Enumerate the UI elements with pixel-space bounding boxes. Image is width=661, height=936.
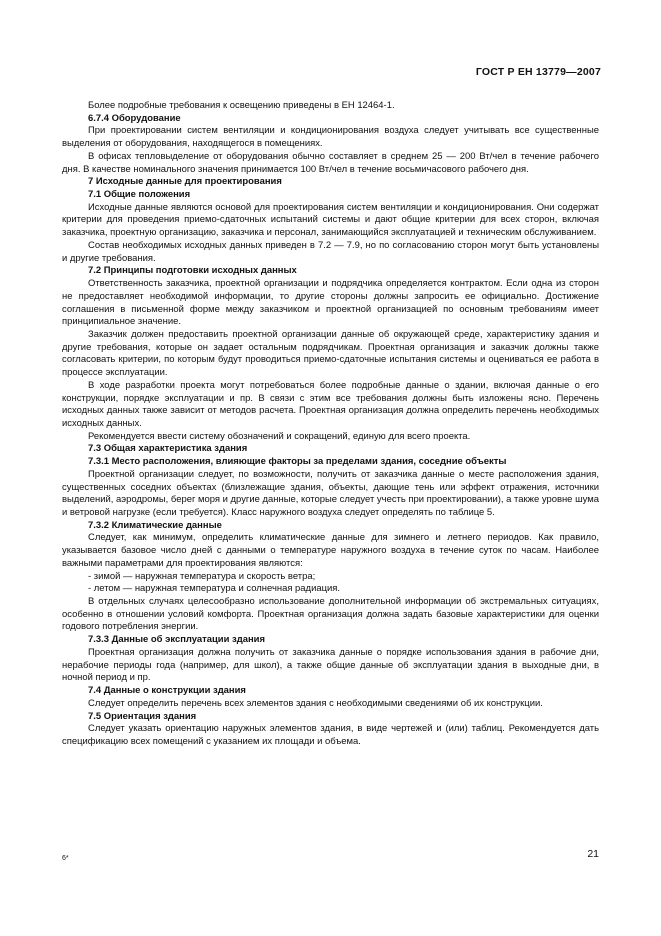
list-item: - зимой — наружная температура и скорость ветра; [88, 570, 316, 582]
body-paragraph: Следует указать ориентацию наружных элементов здания, в виде чертежей и (или) таблиц. Рекомендуется дать спецификацию всех помещений с указанием их площади и объема. [62, 723, 599, 747]
page-number: 21 [587, 848, 599, 860]
sheet-signature-mark: 6* [62, 855, 69, 862]
body-paragraph: В отдельных случаях целесообразно использование дополнительной информации об экстремальных ситуациях, особенно в отношении условий комфорта. Проектная организация должна задать базовые характеристики для оценки годового потребления энергии. [62, 596, 599, 633]
section-heading: 6.7.4 Оборудование [88, 112, 181, 124]
section-heading: 7.5 Ориентация здания [88, 710, 197, 722]
body-paragraph: Состав необходимых исходных данных приведен в 7.2 — 7.9, но по согласованию сторон могут быть установлены и другие требования. [62, 239, 599, 264]
body-paragraph: В ходе разработки проекта могут потребоваться более подробные данные о здании, включая данные о его конструкции, порядке эксплуатации и пр. В связи с этим все требования должны быть изложены ясно. Перечень исходных данных также зависит от методов расчета. Проектная организация должна определить перечень необходимых исходных данных. [62, 379, 599, 429]
body-paragraph: Заказчик должен предоставить проектной организации данные об окружающей среде, характеристику здания и другие требования, которые он задает остальным подрядчикам. Проектная организация и заказчик должны также согласовать критерии, по которым будут проводиться приемо-сдаточные испытания системы и оцениваться ее работа в процессе эксплуатации. [62, 328, 599, 379]
body-paragraph: Проектная организация должна получить от заказчика данные о порядке использования здания в рабочие дни, нерабочие периоды года (например, для школ), а также общие данные об эксплуатации здания в выходные дни, в ночной период и пр. [62, 646, 599, 684]
body-paragraph: При проектировании систем вентиляции и кондиционирования воздуха следует учитывать все существенные выделения от оборудования, находящегося в помещениях. [62, 125, 599, 150]
section-heading: 7.3 Общая характеристика здания [88, 443, 248, 455]
body-paragraph: Следует, как минимум, определить климатические данные для зимнего и летнего периодов. Как правило, указывается базовое число дней с данными о температуре наружного воздуха в течение суток по часам. Наиболее важными параметрами для проектирования являются: [62, 532, 599, 569]
list-item: - летом — наружная температура и солнечная радиация. [88, 583, 340, 595]
body-paragraph: Следует определить перечень всех элементов здания с необходимыми сведениями об их конструкции. [88, 697, 543, 709]
section-heading: 7 Исходные данные для проектирования [88, 176, 282, 188]
body-paragraph: Более подробные требования к освещению приведены в ЕН 12464-1. [88, 100, 395, 111]
body-paragraph: В офисах тепловыделение от оборудования обычно составляет в среднем 25 — 200 Вт/чел в течение рабочего дня. В качестве номинального значения принимается 100 Вт/чел в течение восьмичасового рабочего дня. [62, 150, 599, 175]
body-paragraph: Ответственность заказчика, проектной организации и подрядчика определяется контрактом. Если одна из сторон не предоставляет необходимой информации, то другие стороны должны запросить ее официально. Достижение соглашения в письменной форме между заказчиком и проектной организацией по основным требованиям имеет принципиальное значение. [62, 278, 599, 328]
section-heading: 7.3.1 Место расположения, влияющие факторы за пределами здания, соседние объекты [88, 456, 507, 468]
section-heading: 7.1 Общие положения [88, 189, 191, 201]
section-heading: 7.4 Данные о конструкции здания [88, 685, 246, 697]
section-heading: 7.3.3 Данные об эксплуатации здания [88, 634, 265, 646]
document-body [62, 100, 599, 749]
section-heading: 7.3.2 Климатические данные [88, 519, 222, 531]
body-paragraph: Рекомендуется ввести систему обозначений и сокращений, единую для всего проекта. [88, 430, 471, 442]
section-heading: 7.2 Принципы подготовки исходных данных [88, 265, 297, 277]
body-paragraph: Исходные данные являются основой для проектирования систем вентиляции и кондиционирования. Они содержат критерии для проведения приемо-сдаточных испытаний системы и дают общие критерии для всех сторон, включая заказчика, проектную организацию, заказчика и персонал, занимающийся эксплуатацией и техническим обслуживанием. [62, 201, 599, 239]
document-code-header: ГОСТ Р ЕН 13779—2007 [475, 66, 601, 78]
body-paragraph: Проектной организации следует, по возможности, получить от заказчика данные о месте расположения здания, существенных соседних объектах (близлежащие здания, объекты, дающие тень или эффект отражения, источники выделений, аэродромы, берег моря и другие данные, которые следует учесть при проектировании), а также уровне шума и ветровой нагрузке (если требуется). Класс наружного воздуха следует определять по таблице 5. [62, 468, 599, 518]
